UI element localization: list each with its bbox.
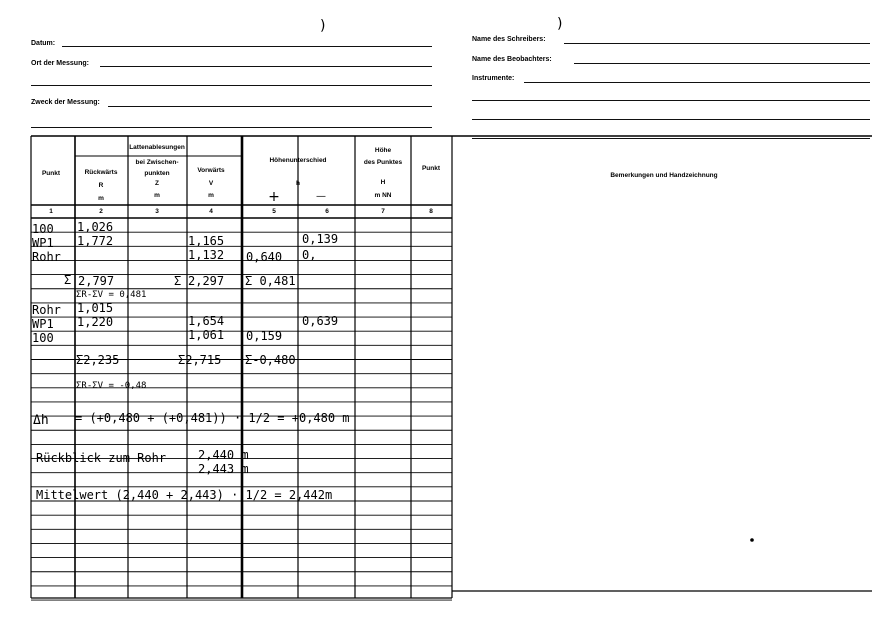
entry-r7-punkt: 100 — [32, 331, 54, 345]
col-zwischen-sym: Z — [155, 180, 159, 187]
col-rueck-sym: R — [98, 182, 104, 189]
mark-right: ) — [557, 16, 563, 32]
entry-rueck-v1: 2,440 m — [198, 448, 249, 462]
col-punkt2-label: Punkt — [421, 165, 441, 172]
entry-r7-plus: 0,159 — [246, 329, 283, 343]
entry-r2-minus: 0,139 — [302, 232, 339, 246]
col-number-8: 8 — [429, 208, 433, 215]
col-number-3: 3 — [155, 208, 159, 215]
entry-s1-sigma-v: Σ — [174, 274, 182, 288]
zweck-label: Zweck der Messung: — [31, 99, 100, 106]
entry-r3-plus: 0,640 — [246, 250, 283, 264]
instrumente-label: Instrumente: — [472, 75, 515, 82]
mark-left: ) — [320, 18, 326, 34]
stray-dot — [750, 538, 754, 542]
entry-r2-punkt: WP1 — [32, 236, 54, 250]
col-hoehe-sym: H — [380, 179, 386, 186]
col-vor-unit: m — [208, 192, 214, 199]
col-bemerk-label: Bemerkungen und Handzeichnung — [610, 172, 718, 179]
schreiber-label: Name des Schreibers: — [472, 36, 546, 43]
entry-r2-v: 1,165 — [188, 234, 225, 248]
entry-s1-check: ΣR-ΣV = 0,481 — [76, 290, 147, 300]
col-number-4: 4 — [209, 208, 213, 215]
entry-s1-sigma-r: Σ — [64, 273, 72, 287]
entry-r6-v: 1,654 — [188, 314, 225, 328]
col-number-1: 1 — [49, 208, 53, 215]
entry-r5-r: 1,015 — [77, 301, 114, 315]
entry-s1-h: Σ 0,481 — [245, 274, 296, 288]
datum-label: Datum: — [31, 40, 56, 47]
col-hoehe-label-1: Höhe — [374, 147, 392, 154]
entry-r7-v: 1,061 — [188, 328, 225, 342]
col-punkt-label: Punkt — [41, 170, 61, 177]
entry-dh-label: Δh — [33, 413, 49, 428]
entry-s2-h: Σ-0,480 — [245, 353, 296, 367]
col-vor-label: Vorwärts — [197, 167, 225, 174]
col-hoehe-unit: m NN — [374, 192, 392, 199]
table-grid — [31, 136, 872, 600]
col-zwischen-label-2: punkten — [144, 170, 170, 177]
col-vor-sym: V — [208, 180, 214, 187]
col-hoehenunterschied-label: Höhenunterschied — [269, 157, 327, 164]
col-number-5: 5 — [272, 208, 276, 215]
entry-s2-v: Σ2,715 — [178, 353, 222, 367]
entry-s2-check: ΣR-ΣV = -0,48 — [76, 381, 147, 391]
entry-r2-r: 1,772 — [77, 234, 114, 248]
entry-r6-punkt: WP1 — [32, 317, 54, 331]
entry-dh-formula: = (+0,480 + (+0,481)) · 1/2 = +0,480 m — [75, 411, 350, 425]
group-latten-label: Lattenablesungen — [129, 144, 185, 151]
plus-sign: + — [268, 189, 280, 205]
col-hoehe-label-2: des Punktes — [363, 159, 403, 166]
entry-r5-punkt: Rohr — [32, 303, 61, 317]
col-h-sym: h — [296, 180, 300, 187]
ort-label: Ort der Messung: — [31, 60, 89, 67]
col-rueck-label: Rückwärts — [84, 169, 118, 176]
entry-r3-punkt: Rohr — [32, 250, 61, 264]
beobachter-label: Name des Beobachters: — [472, 56, 552, 63]
entry-mittel-text: Mittelwert (2,440 + 2,443) · 1/2 = 2,442m — [36, 488, 333, 502]
col-zwischen-label-1: bei Zwischen- — [135, 159, 179, 166]
entry-s2-r: Σ2,235 — [76, 353, 120, 367]
entry-s1-r: 2,797 — [78, 274, 115, 288]
col-number-7: 7 — [381, 208, 385, 215]
entry-rueck-text: Rückblick zum Rohr — [36, 451, 167, 465]
entry-r3-v: 1,132 — [188, 248, 225, 262]
entry-r6-r: 1,220 — [77, 315, 114, 329]
entry-rueck-v2: 2,443 m — [198, 462, 249, 476]
entry-r6-minus: 0,639 — [302, 314, 339, 328]
col-number-6: 6 — [325, 208, 329, 215]
entry-s1-v: 2,297 — [188, 274, 225, 288]
entry-r1-r: 1,026 — [77, 220, 114, 234]
entry-r1-punkt: 100 — [32, 222, 54, 236]
col-rueck-unit: m — [98, 195, 104, 202]
col-number-2: 2 — [99, 208, 103, 215]
col-zwischen-unit: m — [154, 192, 160, 199]
minus-sign: — — [316, 191, 326, 202]
entry-r3-minus: 0, — [302, 248, 317, 262]
